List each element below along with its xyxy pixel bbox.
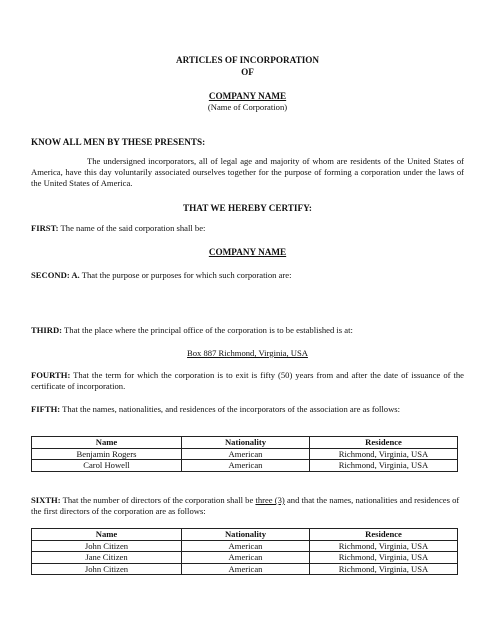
- header-nationality: Nationality: [182, 437, 310, 449]
- directors-count: three (3): [255, 495, 285, 505]
- table-row: [32, 460, 458, 472]
- cell-residence: Richmond, Virginia, USA: [310, 460, 458, 472]
- cell-nationality: American: [182, 460, 310, 472]
- intro-paragraph: The undersigned incorporators, all of legal age and majority of whom are residents of the United States of America, have this day voluntarily associated ourselves together for the purpose of forming a corporation under the laws of the United States of America.: [31, 156, 464, 188]
- table-row: [32, 540, 458, 552]
- directors-table: [31, 528, 458, 575]
- cell-name: Benjamin Rogers: [32, 448, 182, 460]
- second-article: [31, 270, 292, 280]
- fourth-text: That the term for which the corporation is to exit is fifty (50) years from and after the date of issuance of the certificate of incorporation.: [31, 370, 464, 391]
- sixth-text-after: and that the names, nationalities and residences of the first directors of the corporation are as follows:: [31, 495, 460, 516]
- fifth-text: That the names, nationalities, and residences of the incorporators of the association are as follows:: [62, 404, 401, 414]
- fifth-label: FIFTH:: [31, 404, 61, 414]
- cell-name: Carol Howell: [32, 460, 182, 472]
- certify-heading: THAT WE HEREBY CERTIFY:: [183, 203, 312, 213]
- first-text: The name of the said corporation shall be:: [60, 223, 206, 233]
- header-name: Name: [32, 437, 182, 449]
- cell-nationality: American: [182, 563, 310, 575]
- cell-nationality: American: [182, 448, 310, 460]
- table-row: [32, 563, 458, 575]
- office-address: Box 887 Richmond, Virginia, USA: [187, 348, 308, 358]
- sixth-label: SIXTH:: [31, 495, 61, 505]
- cell-nationality: American: [182, 552, 310, 564]
- sixth-article: [31, 495, 464, 517]
- document-title-of: OF: [241, 67, 254, 77]
- table-row: [32, 552, 458, 564]
- sixth-text-before: That the number of directors of the corporation shall be: [62, 495, 254, 505]
- table-row: [32, 448, 458, 460]
- table-header-row: [32, 529, 458, 541]
- first-company-name: COMPANY NAME: [208, 247, 287, 257]
- third-label: THIRD:: [31, 325, 63, 335]
- header-nationality: Nationality: [182, 529, 310, 541]
- cell-nationality: American: [182, 540, 310, 552]
- second-label: SECOND: A.: [31, 270, 80, 280]
- first-label: FIRST:: [31, 223, 59, 233]
- company-name-caption: (Name of Corporation): [207, 102, 288, 112]
- cell-name: Jane Citizen: [32, 552, 182, 564]
- third-article: [31, 325, 353, 335]
- cell-residence: Richmond, Virginia, USA: [310, 540, 458, 552]
- fourth-label: FOURTH:: [31, 370, 71, 380]
- cell-residence: Richmond, Virginia, USA: [310, 563, 458, 575]
- third-text: That the place where the principal office of the corporation is to be established is at:: [64, 325, 353, 335]
- header-residence: Residence: [310, 437, 458, 449]
- header-residence: Residence: [310, 529, 458, 541]
- company-name-heading: COMPANY NAME: [208, 91, 287, 101]
- cell-residence: Richmond, Virginia, USA: [310, 552, 458, 564]
- first-article: [31, 223, 205, 233]
- cell-name: John Citizen: [32, 540, 182, 552]
- document-title: ARTICLES OF INCORPORATION: [175, 55, 320, 65]
- cell-residence: Richmond, Virginia, USA: [310, 448, 458, 460]
- know-all-men-heading: KNOW ALL MEN BY THESE PRESENTS:: [31, 137, 206, 147]
- fourth-article: [31, 370, 464, 392]
- second-text: That the purpose or purposes for which such corporation are:: [81, 270, 292, 280]
- fifth-article: [31, 404, 464, 415]
- cell-name: John Citizen: [32, 563, 182, 575]
- header-name: Name: [32, 529, 182, 541]
- table-header-row: [32, 437, 458, 449]
- incorporators-table: [31, 436, 458, 472]
